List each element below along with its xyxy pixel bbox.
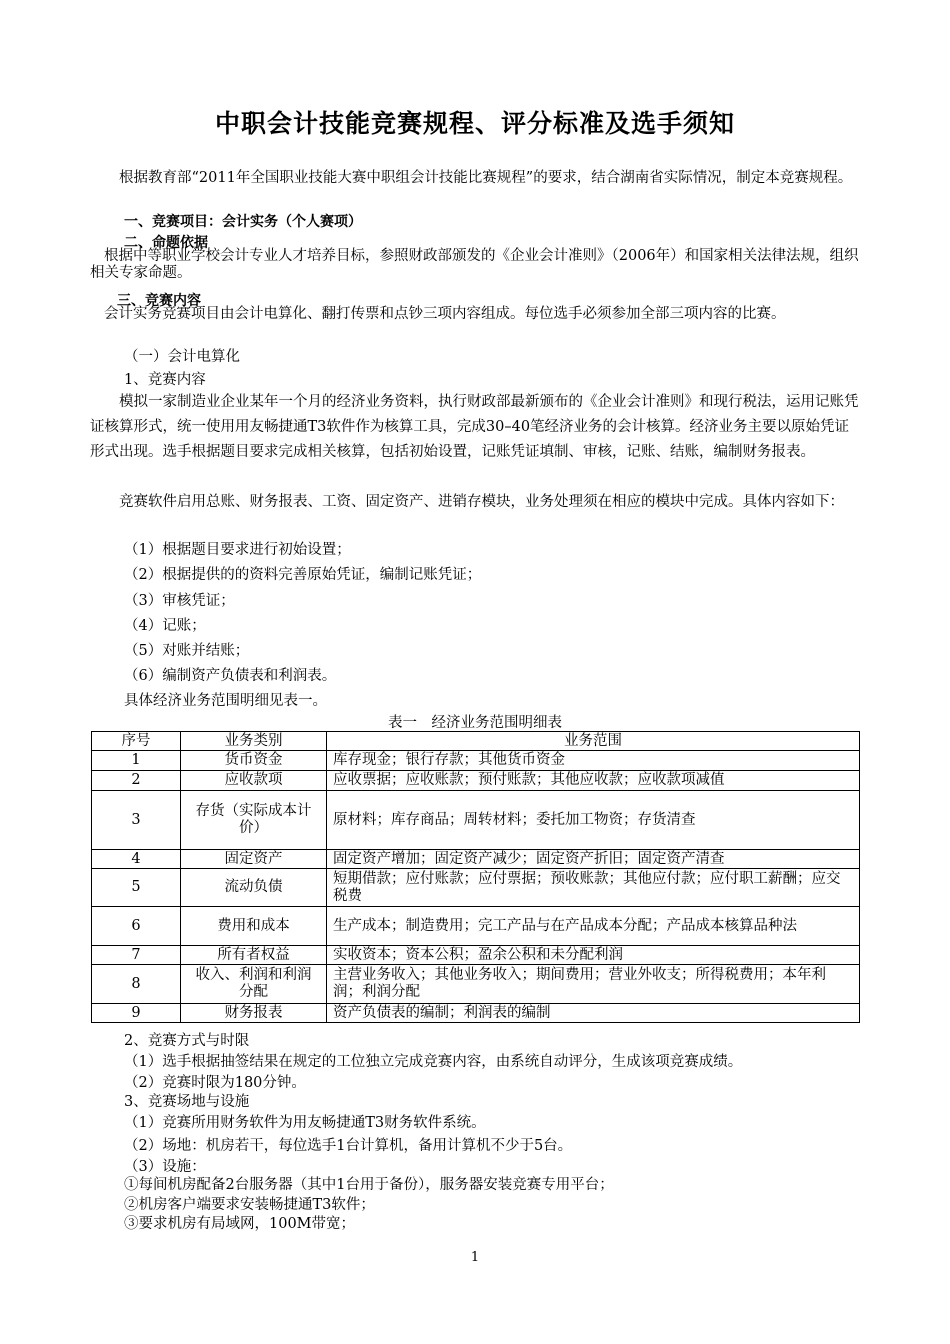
table-row	[92, 771, 860, 791]
facility-item: （2）场地：机房若干，每位选手1台计算机，备用计算机不少于5台。	[124, 1138, 573, 1154]
row-number: 2	[92, 771, 181, 791]
step-item: （1）根据题目要求进行初始设置；	[124, 542, 351, 558]
row-number: 4	[92, 850, 181, 869]
row-category: 固定资产	[181, 850, 327, 869]
business-scope-table	[91, 731, 860, 1023]
row-scope: 固定资产增加；固定资产减少；固定资产折旧；固定资产清查	[327, 850, 860, 869]
table-intro-text: 具体经济业务范围明细见表一。	[124, 693, 327, 709]
facility-item: ①每间机房配备2台服务器（其中1台用于备份），服务器安装竞赛专用平台；	[124, 1177, 614, 1193]
method-item: （1）选手根据抽签结果在规定的工位独立完成竞赛内容，由系统自动评分，生成该项竞赛成绩。	[124, 1054, 743, 1070]
row-number: 7	[92, 946, 181, 965]
step-item: （6）编制资产负债表和利润表。	[124, 668, 337, 684]
table-row	[92, 946, 860, 965]
table-row	[92, 1004, 860, 1023]
row-number: 1	[92, 751, 181, 771]
row-category: 所有者权益	[181, 946, 327, 965]
row-scope: 原材料；库存商品；周转材料；委托加工物资；存货清查	[327, 791, 860, 850]
row-scope: 库存现金；银行存款；其他货币资金	[327, 751, 860, 771]
table-row	[92, 965, 860, 1004]
section-2-paragraph: 根据中等职业学校会计专业人才培养目标，参照财政部颁发的《企业会计准则》（2006年）和国家相关法律法规，组织相关专家命题。	[90, 248, 859, 281]
row-number: 5	[92, 869, 181, 907]
row-number: 3	[92, 791, 181, 850]
subsection-heading-1-1: 1、竞赛内容	[124, 372, 206, 388]
row-scope: 主营业务收入；其他业务收入；期间费用；营业外收支；所得税费用；本年利润；利润分配	[327, 965, 860, 1004]
step-item: （3）审核凭证；	[124, 593, 235, 609]
table-caption: 表一 经济业务范围明细表	[388, 715, 562, 731]
page-number: 1	[470, 1250, 480, 1265]
table-header-row	[92, 732, 860, 751]
facility-item: ②机房客户端要求安装畅捷通T3软件；	[124, 1197, 375, 1213]
step-item: （4）记账；	[124, 618, 206, 634]
row-number: 9	[92, 1004, 181, 1023]
row-category: 存货（实际成本计价）	[181, 791, 327, 850]
row-scope: 资产负债表的编制；利润表的编制	[327, 1004, 860, 1023]
facility-item: （3）设施：	[124, 1159, 206, 1175]
intro-paragraph: 根据教育部“2011年全国职业技能大赛中职组会计技能比赛规程”的要求，结合湖南省实际情况，制定本竞赛规程。	[119, 170, 853, 186]
section-3-paragraph: 会计实务竞赛项目由会计电算化、翻打传票和点钞三项内容组成。每位选手必须参加全部三项内容的比赛。	[104, 306, 786, 322]
row-number: 6	[92, 907, 181, 946]
subsection-heading-1-3: 3、竞赛场地与设施	[124, 1094, 250, 1110]
section-heading-3: 三、竞赛内容	[117, 293, 201, 309]
table-row	[92, 907, 860, 946]
facility-item: ③要求机房有局域网，100M带宽；	[124, 1216, 356, 1232]
table-row	[92, 791, 860, 850]
section-heading-2: 二、命题依据	[124, 235, 208, 251]
software-paragraph: 竞赛软件启用总账、财务报表、工资、固定资产、进销存模块，业务处理须在相应的模块中完成。具体内容如下：	[119, 494, 844, 510]
document-title: 中职会计技能竞赛规程、评分标准及选手须知	[214, 109, 735, 138]
row-category: 财务报表	[181, 1004, 327, 1023]
row-scope: 短期借款；应付账款；应付票据；预收账款；其他应付款；应付职工薪酬；应交税费	[327, 869, 860, 907]
step-item: （2）根据提供的的资料完善原始凭证，编制记账凭证；	[124, 567, 482, 583]
step-item: （5）对账并结账；	[124, 643, 250, 659]
subsection-heading-1: （一）会计电算化	[124, 349, 240, 365]
row-category: 流动负债	[181, 869, 327, 907]
table-row	[92, 751, 860, 771]
facility-item: （1）竞赛所用财务软件为用友畅捷通T3财务软件系统。	[124, 1115, 486, 1131]
row-scope: 生产成本；制造费用；完工产品与在产品成本分配；产品成本核算品种法	[327, 907, 860, 946]
row-category: 货币资金	[181, 751, 327, 771]
row-scope: 实收资本；资本公积；盈余公积和未分配利润	[327, 946, 860, 965]
method-item: （2）竞赛时限为180分钟。	[124, 1075, 306, 1091]
row-category: 应收款项	[181, 771, 327, 791]
competition-content-paragraph: 模拟一家制造业企业某年一个月的经济业务资料，执行财政部最新颁布的《企业会计准则》和现行税法，运用记账凭证核算形式，统一使用用友畅捷通T3软件作为核算工具，完成30–40笔经济业务的会计核算。经济业务主要以原始凭证形式出现。选手根据题目要求完成相关核算，包括初始设置，记账凭证填制、审核，记账、结账，编制财务报表。	[90, 394, 859, 460]
section-heading-1: 一、竞赛项目：会计实务（个人赛项）	[124, 214, 362, 230]
row-number: 8	[92, 965, 181, 1004]
header-cell: 序号	[92, 732, 181, 751]
subsection-heading-1-2: 2、竞赛方式与时限	[124, 1033, 250, 1049]
header-cell: 业务范围	[327, 732, 860, 751]
row-category: 费用和成本	[181, 907, 327, 946]
row-category: 收入、利润和利润分配	[181, 965, 327, 1004]
header-cell: 业务类别	[181, 732, 327, 751]
table-row	[92, 850, 860, 869]
table-row	[92, 869, 860, 907]
row-scope: 应收票据；应收账款；预付账款；其他应收款；应收款项减值	[327, 771, 860, 791]
